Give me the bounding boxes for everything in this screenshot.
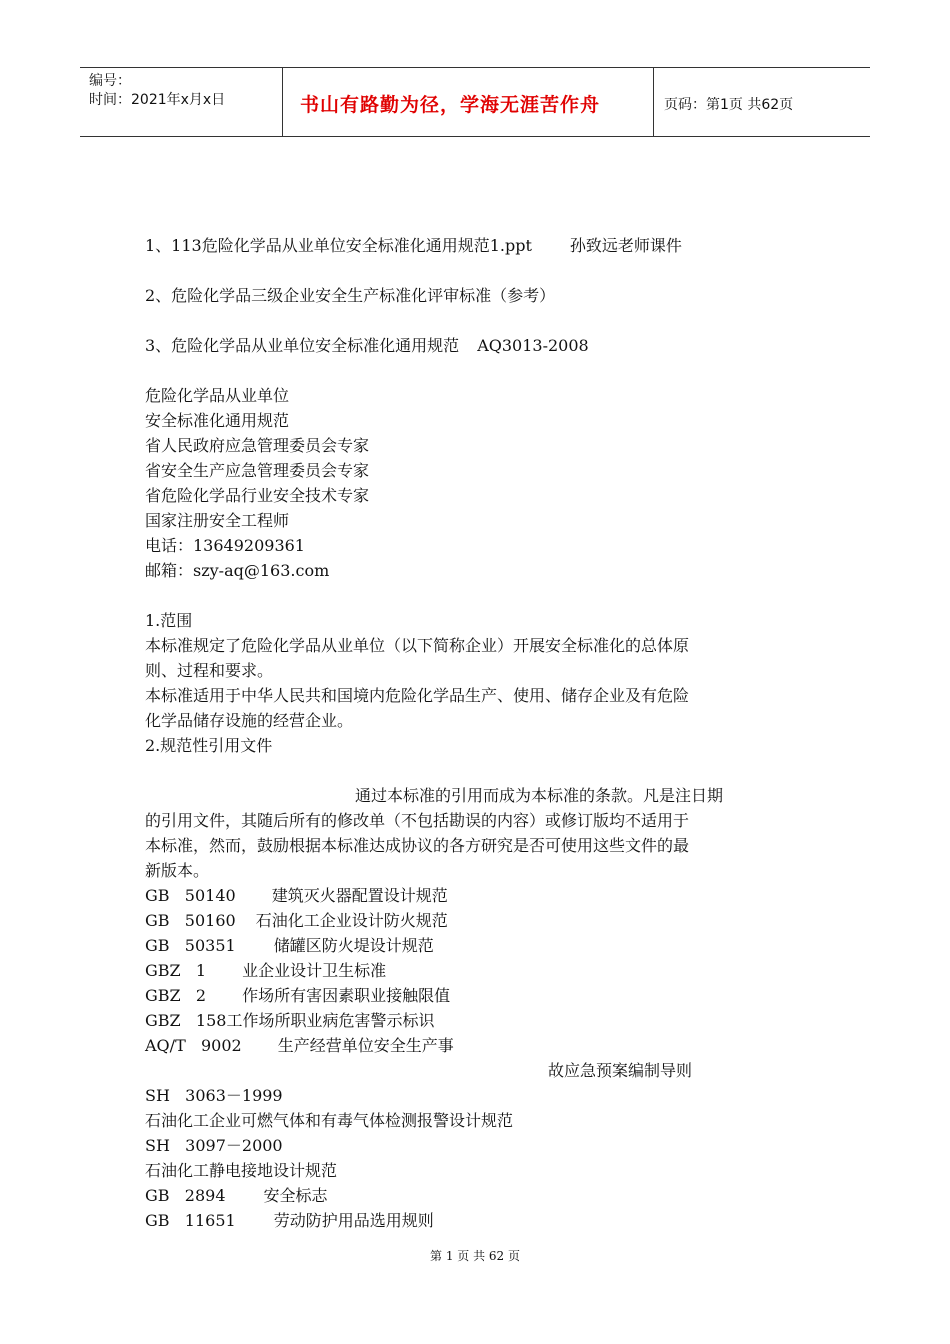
section-title-normative: 2.规范性引用文件 <box>145 736 273 755</box>
normative-intro: 新版本。 <box>145 861 210 880</box>
standard-item: GBZ 1 业企业设计卫生标准 <box>145 961 387 980</box>
reference-2: 2、危险化学品三级企业安全生产标准化评审标准（参考） <box>145 286 556 305</box>
author-line: 省危险化学品行业安全技术专家 <box>145 486 370 505</box>
scope-paragraph: 则、过程和要求。 <box>145 661 274 680</box>
scope-paragraph: 本标准规定了危险化学品从业单位（以下简称企业）开展安全标准化的总体原 <box>145 636 690 655</box>
date-label: 时间：2021年x月x日 <box>89 92 226 108</box>
standard-item-continuation: 故应急预案编制导则 <box>548 1061 693 1080</box>
author-line: 省安全生产应急管理委员会专家 <box>145 461 370 480</box>
standard-item: GB 50351 储罐区防火堤设计规范 <box>145 936 434 955</box>
serial-label: 编号： <box>89 73 131 89</box>
standard-item: GB 50160 石油化工企业设计防火规范 <box>145 911 448 930</box>
section-title-scope: 1.范围 <box>145 611 193 630</box>
normative-intro: 通过本标准的引用而成为本标准的条款。凡是注日期 <box>355 786 724 805</box>
author-line: 危险化学品从业单位 <box>145 386 290 405</box>
scope-paragraph: 本标准适用于中华人民共和国境内危险化学品生产、使用、储存企业及有危险 <box>145 686 690 705</box>
reference-3: 3、危险化学品从业单位安全标准化通用规范 AQ3013-2008 <box>145 336 589 355</box>
header-page-info: 页码：第1页 共62页 <box>664 97 794 113</box>
author-line: 省人民政府应急管理委员会专家 <box>145 436 370 455</box>
standard-item: GB 11651 劳动防护用品选用规则 <box>145 1211 434 1230</box>
normative-intro: 本标准，然而，鼓励根据本标准达成协议的各方研究是否可使用这些文件的最 <box>145 836 690 855</box>
standard-item-title: 石油化工企业可燃气体和有毒气体检测报警设计规范 <box>145 1111 514 1130</box>
normative-intro: 的引用文件，其随后所有的修改单（不包括勘误的内容）或修订版均不适用于 <box>145 811 690 830</box>
standard-item: GBZ 2 作场所有害因素职业接触限值 <box>145 986 451 1005</box>
header-motto: 书山有路勤为径，学海无涯苦作舟 <box>300 94 601 116</box>
scope-paragraph: 化学品储存设施的经营企业。 <box>145 711 354 730</box>
standard-item: GB 50140 建筑灭火器配置设计规范 <box>145 886 448 905</box>
author-line: 安全标准化通用规范 <box>145 411 290 430</box>
page-footer: 第 1 页 共 62 页 <box>430 1249 520 1263</box>
page-header <box>80 67 870 137</box>
reference-1: 1、113危险化学品从业单位安全标准化通用规范1.ppt 孙致远老师课件 <box>145 236 682 255</box>
author-phone: 电话：13649209361 <box>145 536 305 555</box>
standard-item: GB 2894 安全标志 <box>145 1186 328 1205</box>
standard-item: AQ/T 9002 生产经营单位安全生产事 <box>145 1036 454 1055</box>
standard-item: GBZ 158工作场所职业病危害警示标识 <box>145 1011 435 1030</box>
standard-item: SH 3097－2000 <box>145 1136 283 1155</box>
header-motto-cell <box>282 68 654 136</box>
standard-item-title: 石油化工静电接地设计规范 <box>145 1161 338 1180</box>
standard-item: SH 3063－1999 <box>145 1086 283 1105</box>
author-email: 邮箱：szy-aq@163.com <box>145 561 330 580</box>
header-meta <box>80 68 282 136</box>
author-line: 国家注册安全工程师 <box>145 511 290 530</box>
